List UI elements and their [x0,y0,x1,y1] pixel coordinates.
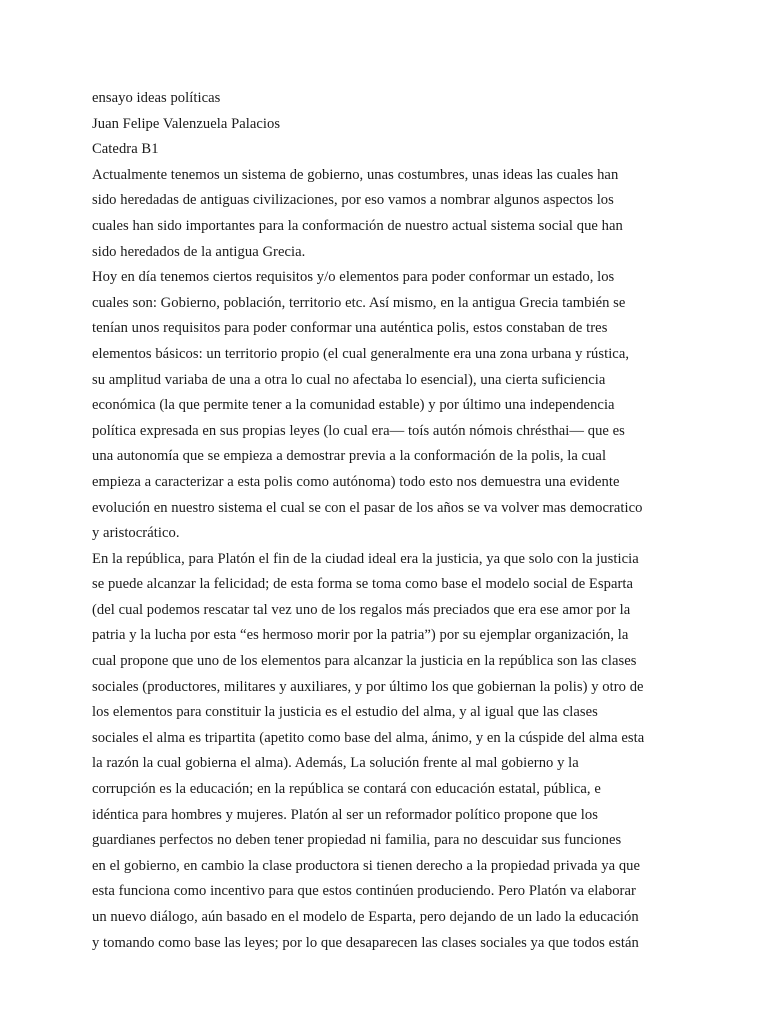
text-line: (del cual podemos rescatar tal vez uno de los regalos más preciados que era ese amor por la [92,601,631,618]
text-line: económica (la que permite tener a la comunidad estable) y por último una independencia [92,397,615,414]
text-line: su amplitud variaba de una a otra lo cual no afectaba lo esencial), una cierta suficiencia [92,371,606,388]
text-line: sociales el alma es tripartita (apetito como base del alma, ánimo, y en la cúspide del alma esta [92,729,645,746]
text-line: política expresada en sus propias leyes (lo cual era— toís autón nómois chrésthai— que es [92,422,625,439]
text-line: cuales son: Gobierno, población, territorio etc. Así mismo, en la antigua Grecia también se [92,294,626,311]
text-line: en el gobierno, en cambio la clase productora si tienen derecho a la propiedad privada ya que [92,857,641,874]
text-line: tenían unos requisitos para poder conformar una auténtica polis, estos constaban de tres [92,320,608,337]
text-line: y aristocrático. [92,525,180,542]
text-line: sido heredadas de antiguas civilizaciones, por eso vamos a nombrar algunos aspectos los [92,192,614,209]
text-line: los elementos para constituir la justicia es el estudio del alma, y al igual que las clases [92,704,598,721]
text-line: Actualmente tenemos un sistema de gobierno, unas costumbres, unas ideas las cuales han [92,166,619,183]
author-name: Juan Felipe Valenzuela Palacios [92,115,281,132]
text-line: evolución en nuestro sistema el cual se con el pasar de los años se va volver mas democratico [92,499,643,516]
document-body [92,86,682,956]
text-line: patria y la lucha por esta “es hermoso morir por la patria”) por su ejemplar organización, la [92,627,629,644]
text-line: En la república, para Platón el fin de la ciudad ideal era la justicia, ya que solo con la justicia [92,550,639,567]
document-title: ensayo ideas políticas [92,90,221,106]
text-line: la razón la cual gobierna el alma). Además, La solución frente al mal gobierno y la [92,755,579,772]
text-line: idéntica para hombres y mujeres. Platón al ser un reformador político propone que los [92,806,598,823]
text-line: sociales (productores, militares y auxiliares, y por último los que gobiernan la polis) y otro de [92,678,644,695]
text-line: guardianes perfectos no deben tener propiedad ni familia, para no descuidar sus funciones [92,832,622,849]
text-line: sido heredados de la antigua Grecia. [92,243,306,260]
text-line: y tomando como base las leyes; por lo que desaparecen las clases sociales ya que todos están [92,934,639,951]
text-line: cuales han sido importantes para la conformación de nuestro actual sistema social que han [92,217,623,234]
text-line: se puede alcanzar la felicidad; de esta forma se toma como base el modelo social de Esparta [92,576,634,593]
text-line: elementos básicos: un territorio propio (el cual generalmente era una zona urbana y rústica, [92,345,630,362]
text-line: esta funciona como incentivo para que estos continúen produciendo. Pero Platón va elaborar [92,883,636,900]
text-line: Hoy en día tenemos ciertos requisitos y/o elementos para poder conformar un estado, los [92,269,615,286]
text-line: empieza a caracterizar a esta polis como autónoma) todo esto nos demuestra una evidente [92,473,620,490]
text-line: cual propone que uno de los elementos para alcanzar la justicia en la república son las clases [92,653,637,670]
text-line: corrupción es la educación; en la república se contará con educación estatal, pública, e [92,781,601,798]
text-line: una autonomía que se empieza a demostrar previa a la conformación de la polis, la cual [92,448,607,465]
text-line: un nuevo diálogo, aún basado en el modelo de Esparta, pero dejando de un lado la educación [92,909,639,925]
course-code: Catedra B1 [92,141,159,158]
